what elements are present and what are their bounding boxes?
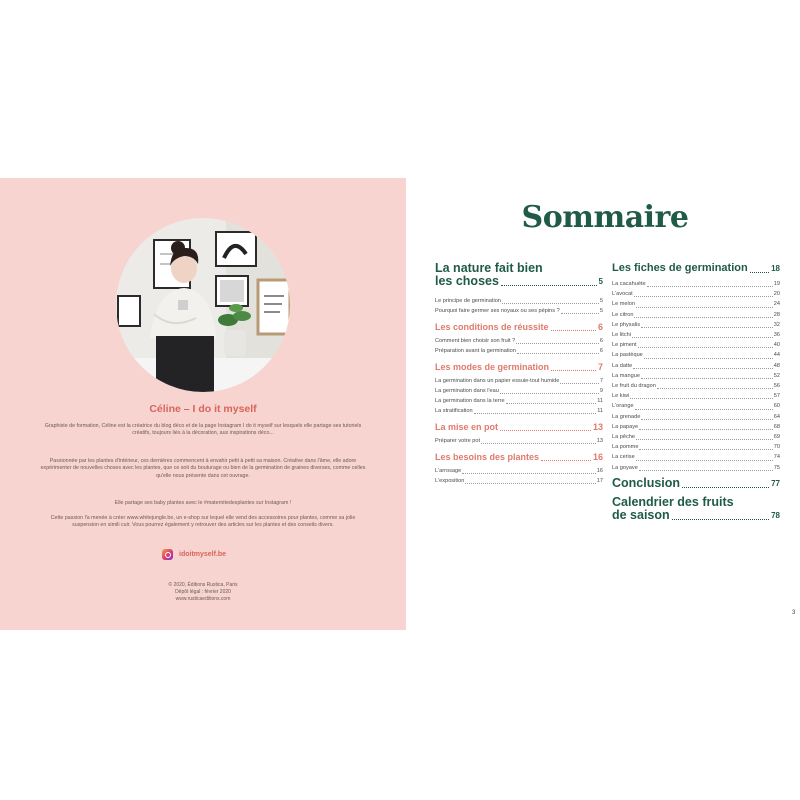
toc-page-number: 40	[773, 342, 780, 349]
toc-page-number: 5	[599, 308, 603, 314]
toc-entry-label: La goyave	[612, 464, 638, 471]
toc-entry-label: Le kiwi	[612, 393, 630, 400]
toc-entry[interactable]	[435, 306, 603, 316]
toc-entry-label: La germination dans un papier essuie-tout humide	[435, 378, 560, 384]
leader-dots	[634, 296, 773, 297]
toc-section-heading[interactable]	[612, 262, 780, 275]
leader-dots	[641, 419, 772, 420]
leader-dots	[641, 327, 773, 328]
leader-dots	[657, 388, 773, 389]
toc-page-number: 18	[771, 264, 780, 273]
leader-dots	[647, 286, 773, 287]
leader-dots	[639, 470, 773, 471]
leader-dots	[641, 378, 773, 379]
toc-title: Sommaire	[521, 200, 689, 235]
toc-page-number: 11	[597, 408, 603, 414]
toc-entry-label: La stratification	[435, 408, 473, 414]
toc-entry[interactable]	[612, 463, 780, 473]
leader-dots	[500, 430, 591, 431]
toc-section-title: Les conditions de réussite	[435, 322, 549, 332]
toc-page-number: 36	[773, 332, 780, 339]
toc-entry-label: Le physalis	[612, 321, 640, 328]
leader-dots	[506, 403, 597, 404]
leader-dots	[682, 487, 769, 488]
publisher-website: www.rusticaeditions.com	[175, 596, 231, 602]
bio-paragraph: Cette passion l'a menée à créer www.whitejungle.be, un e-shop sur lequel elle vend des accessoires pour plantes, comme sa jolie suspension en simili cuir. Vous pourrez également y retrouver des articles sur les plantes et des conseils divers.	[50, 515, 356, 529]
toc-entry-label: La pomme	[612, 444, 639, 451]
bio-paragraph: Graphiste de formation, Céline est la créatrice du blog déco et de la page Instagram I do it myself sur lesquels elle partage ses tutoriels créatifs, toujours liés à la décoration, aux inspirations déco...	[44, 423, 362, 437]
toc-entry-label: Le principe de germination	[435, 298, 501, 304]
leader-dots	[561, 313, 599, 314]
toc-entry-label: Comment bien choisir son fruit ?	[435, 338, 516, 344]
toc-section-heading[interactable]	[435, 275, 603, 288]
toc-entry-label: La grenade	[612, 413, 641, 420]
toc-entry-label: L'exposition	[435, 478, 465, 484]
toc-section-heading[interactable]	[435, 452, 603, 463]
toc-section-title: les choses	[435, 274, 499, 288]
toc-entry-label: La mangue	[612, 372, 640, 379]
toc-page-number: 7	[599, 378, 603, 384]
leader-dots	[500, 393, 599, 394]
page-number: 3	[792, 610, 796, 616]
toc-section-title: Conclusion	[612, 475, 681, 490]
toc-section-heading[interactable]	[435, 322, 603, 333]
leader-dots	[501, 285, 597, 286]
toc-entry-label: Pourquoi faire germer ses noyaux ou ses pépins ?	[435, 308, 560, 314]
toc-section-title: Les fiches de germination	[612, 262, 748, 274]
toc-entry[interactable]	[435, 346, 603, 356]
toc-calendar[interactable]	[612, 509, 780, 522]
leader-dots	[502, 303, 599, 304]
leader-dots	[465, 483, 595, 484]
toc-page-number: 6	[597, 322, 603, 332]
toc-entry-label: La cerise	[612, 454, 635, 461]
leader-dots	[635, 409, 773, 410]
toc-entry-label: La cacahuète	[612, 281, 646, 287]
toc-entry[interactable]	[612, 452, 780, 462]
bio-paragraph: Elle partage ses baby plantes avec le #maternitedesplantes sur Instagram !	[114, 500, 292, 506]
toc-page-number: 6	[599, 348, 603, 354]
bio-paragraph: Passionnée par les plantes d'intérieur, ces dernières commencent à envahir petit à petit sa maison. Créative dans l'âme, elle adore expérimenter de nouvelles choses avec les plantes, que ce soit du bouturage ou bien de la germination de graines diverses, comme celles qu'elle nous présente dans cet ouvrage.	[40, 458, 366, 479]
toc-page-number: 13	[596, 438, 603, 444]
toc-section-title: La mise en pot	[435, 422, 499, 432]
toc-page-number: 70	[773, 444, 780, 451]
toc-entry-label: Le fruit du dragon	[612, 383, 656, 390]
toc-page-number: 5	[598, 277, 603, 286]
toc-page-number: 64	[773, 413, 780, 420]
instagram-icon	[162, 549, 173, 560]
toc-entry[interactable]	[435, 396, 603, 406]
toc-right-column	[612, 262, 780, 522]
toc-entry-label: La datte	[612, 362, 633, 369]
toc-page-number: 77	[771, 478, 780, 488]
toc-page-number: 52	[773, 372, 780, 379]
toc-section-title: Les besoins des plantes	[435, 452, 540, 462]
toc-section-title: Les modes de germination	[435, 362, 550, 372]
toc-page-number: 48	[773, 362, 780, 369]
toc-page-number: 69	[773, 434, 780, 441]
toc-entry-label: Le melon	[612, 301, 636, 308]
toc-page-number: 6	[599, 338, 603, 344]
toc-entry-label: La papaye	[612, 423, 639, 430]
toc-entry[interactable]	[612, 371, 780, 381]
toc-page-number: 75	[773, 464, 780, 471]
leader-dots	[551, 330, 596, 331]
toc-entry[interactable]	[612, 350, 780, 360]
toc-entry[interactable]	[435, 296, 603, 306]
toc-entry[interactable]	[612, 299, 780, 309]
toc-entry-label: Préparation avant la germination	[435, 348, 516, 354]
leader-dots	[516, 343, 599, 344]
toc-entry[interactable]	[612, 330, 780, 340]
toc-entry[interactable]	[612, 442, 780, 452]
toc-entry-label: Le citron	[612, 311, 634, 318]
toc-entry-label: Le piment	[612, 342, 637, 349]
leader-dots	[560, 383, 598, 384]
toc-entry[interactable]	[612, 381, 780, 391]
toc-page-number: 7	[597, 362, 603, 372]
toc-entry[interactable]	[435, 406, 603, 416]
toc-entry[interactable]	[612, 432, 780, 442]
leader-dots	[634, 317, 772, 318]
toc-page-number: 78	[771, 510, 780, 520]
leader-dots	[551, 370, 596, 371]
toc-page-number: 9	[599, 388, 603, 394]
instagram-handle: idoitmyself.be	[179, 551, 227, 558]
toc-entry-label: L'avocat	[612, 291, 633, 298]
toc-entry[interactable]	[435, 386, 603, 396]
toc-section-heading[interactable]	[435, 362, 603, 373]
toc-page-number: 56	[773, 383, 780, 390]
toc-page-number: 57	[773, 393, 780, 400]
toc-page-number: 32	[773, 321, 780, 328]
toc-page-number: 16	[592, 452, 603, 462]
toc-page-number: 44	[773, 352, 780, 359]
leader-dots	[639, 429, 773, 430]
toc-page-number: 13	[592, 422, 603, 432]
leader-dots	[474, 413, 597, 414]
toc-page-number: 11	[597, 398, 603, 404]
toc-entry-label: Le litchi	[612, 332, 631, 339]
leader-dots	[633, 368, 773, 369]
toc-calendar[interactable]	[612, 496, 780, 509]
toc-entry-label: La pastèque	[612, 352, 643, 359]
toc-page-number: 60	[773, 403, 780, 410]
toc-entry-label: La germination dans la terre	[435, 398, 505, 404]
toc-entry[interactable]	[435, 376, 603, 386]
toc-left-column	[435, 262, 603, 486]
toc-entry[interactable]	[612, 320, 780, 330]
toc-entry[interactable]	[612, 340, 780, 350]
toc-entry[interactable]	[612, 310, 780, 320]
leader-dots	[750, 272, 769, 273]
toc-entry-label: La pêche	[612, 434, 636, 441]
copyright-line: © 2020, Éditions Rustica, Paris	[168, 582, 238, 588]
leader-dots	[481, 443, 596, 444]
toc-entry-label: L'orange	[612, 403, 634, 410]
leader-dots	[638, 347, 773, 348]
toc-section-title: La nature fait bien	[435, 261, 543, 275]
leader-dots	[636, 439, 773, 440]
leader-dots	[517, 353, 599, 354]
toc-entry[interactable]	[435, 476, 603, 486]
leader-dots	[636, 307, 773, 308]
leader-dots	[639, 449, 772, 450]
leader-dots	[636, 460, 773, 461]
leader-dots	[541, 460, 591, 461]
toc-entry[interactable]	[612, 361, 780, 371]
toc-page-number: 24	[773, 301, 780, 308]
toc-page-number: 28	[773, 311, 780, 318]
toc-entry[interactable]	[435, 466, 603, 476]
leader-dots	[462, 473, 596, 474]
toc-entry[interactable]	[435, 436, 603, 446]
toc-entry[interactable]	[612, 279, 780, 289]
toc-conclusion[interactable]	[612, 477, 780, 490]
toc-page-number: 17	[596, 478, 603, 484]
legal-deposit-line: Dépôt légal : février 2020	[175, 589, 231, 595]
toc-entry[interactable]	[612, 391, 780, 401]
toc-section-heading[interactable]	[435, 422, 603, 433]
leader-dots	[672, 519, 769, 520]
toc-entry-label: L'arrosage	[435, 468, 462, 474]
toc-page-number: 68	[773, 423, 780, 430]
instagram-link[interactable]	[162, 549, 226, 560]
author-portrait-image	[116, 218, 290, 392]
toc-page-number: 16	[596, 468, 603, 474]
toc-page-number: 19	[773, 281, 780, 287]
toc-page-number: 5	[599, 298, 603, 304]
author-title: Céline – I do it myself	[149, 403, 257, 415]
author-page	[0, 178, 406, 630]
toc-entry[interactable]	[612, 289, 780, 299]
toc-section-title: Calendrier des fruits	[612, 494, 734, 509]
toc-entry[interactable]	[435, 336, 603, 346]
toc-entry[interactable]	[612, 401, 780, 411]
toc-entry[interactable]	[612, 412, 780, 422]
leader-dots	[644, 358, 773, 359]
toc-page-number: 74	[773, 454, 780, 461]
toc-entry[interactable]	[612, 422, 780, 432]
toc-entry-label: La germination dans l'eau	[435, 388, 499, 394]
author-portrait	[116, 218, 290, 392]
leader-dots	[630, 398, 773, 399]
toc-entry-label: Préparer votre pot	[435, 438, 481, 444]
toc-page-number: 20	[773, 291, 780, 298]
toc-section-title: de saison	[612, 507, 670, 522]
leader-dots	[632, 337, 773, 338]
